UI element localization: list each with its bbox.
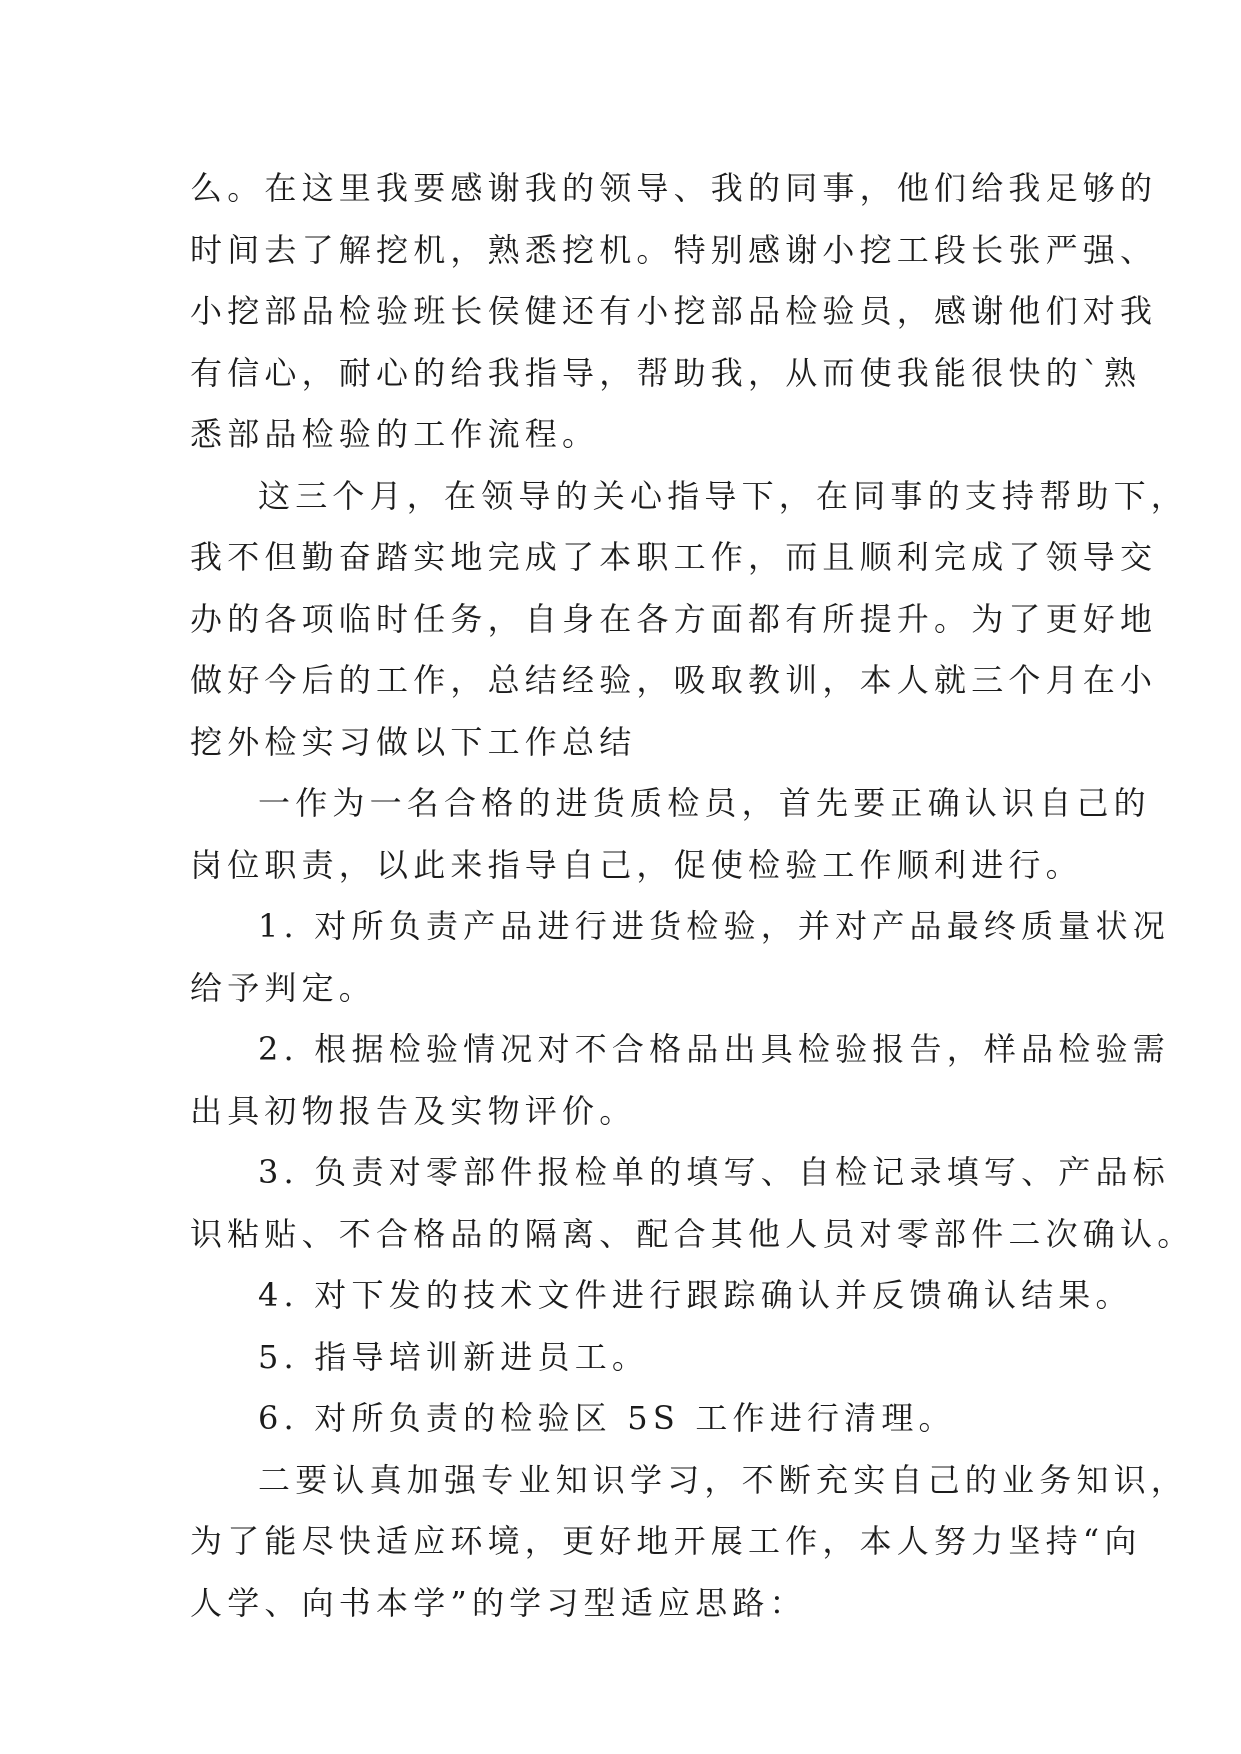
text-line: 岗位职责，以此来指导自己，促使检验工作顺利进行。 [190,845,1083,884]
list-item: 5. 指导培训新进员工。 [258,1337,650,1376]
list-item: 4. 对下发的技术文件进行跟踪确认并反馈确认结果。 [258,1276,1133,1314]
list-item-first-line: 2. 根据检验情况对不合格品出具检验报告，样品检验需 [258,1030,1170,1068]
text-line: 人学、向书本学”的学习型适应思路： [190,1583,807,1622]
text-line: 给予判定。 [190,968,377,1007]
text-line: 出具初物报告及实物评价。 [190,1091,637,1130]
text-line: 悉部品检验的工作流程。 [190,415,600,453]
list-item-first-line: 1. 对所负责产品进行进货检验，并对产品最终质量状况 [258,907,1170,945]
list-item: 6. 对所负责的检验区 5S 工作进行清理。 [258,1399,956,1437]
text-line: 为了能尽快适应环境，更好地开展工作，本人努力坚持“向 [190,1522,1142,1560]
text-line: 小挖部品检验班长侯健还有小挖部品检验员，感谢他们对我 [190,292,1158,330]
text-line: 挖外检实习做以下工作总结 [190,722,637,761]
text-line: 时间去了解挖机，熟悉挖机。特别感谢小挖工段长张严强、 [190,230,1158,269]
text-line: 识粘贴、不合格品的隔离、配合其他人员对零部件二次确认。 [190,1214,1195,1253]
document-body [190,158,1195,1634]
text-line: 么。在这里我要感谢我的领导、我的同事，他们给我足够的 [190,169,1158,207]
text-line: 我不但勤奋踏实地完成了本职工作，而且顺利完成了领导交 [190,538,1158,576]
paragraph-first-line: 二要认真加强专业知识学习，不断充实自己的业务知识， [258,1460,1189,1499]
text-line: 做好今后的工作，总结经验，吸取教训，本人就三个月在小 [190,661,1158,699]
paragraph-first-line: 一作为一名合格的进货质检员，首先要正确认识自己的 [258,784,1151,822]
text-line: 办的各项临时任务，自身在各方面都有所提升。为了更好地 [190,599,1158,638]
text-line: 有信心，耐心的给我指导，帮助我，从而使我能很快的`熟 [190,353,1142,392]
list-item-first-line: 3. 负责对零部件报检单的填写、自检记录填写、产品标 [258,1153,1170,1191]
paragraph-first-line: 这三个月，在领导的关心指导下，在同事的支持帮助下， [258,476,1189,515]
